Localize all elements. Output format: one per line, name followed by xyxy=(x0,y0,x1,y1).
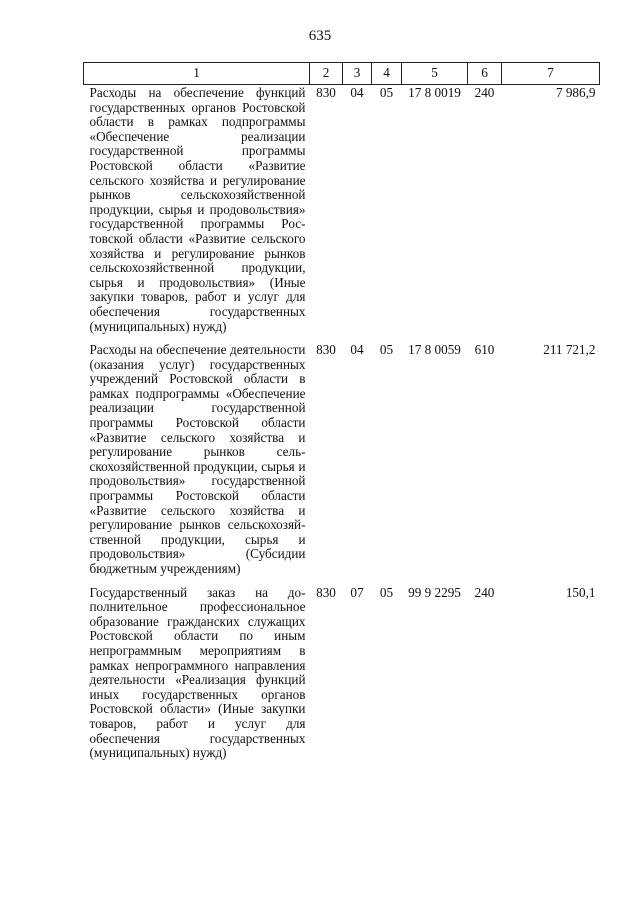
table-body xyxy=(84,85,600,761)
header-row xyxy=(84,63,600,85)
table-header xyxy=(84,63,600,85)
row-section-code: 07 xyxy=(350,584,364,600)
header-col-4: 4 xyxy=(372,63,402,85)
row-subsection-code: 05 xyxy=(379,584,394,600)
row-amount: 7 986,9 xyxy=(555,85,596,100)
row-amount: 211 721,2 xyxy=(543,342,596,358)
row-subsection-code: 05 xyxy=(379,85,394,100)
row-ministry-code: 830 xyxy=(316,85,336,100)
row-section-code: 04 xyxy=(350,342,364,358)
header-col-5: 5 xyxy=(402,63,468,85)
page-number: 635 xyxy=(308,28,332,44)
row-ministry-code: 830 xyxy=(316,584,336,600)
header-col-6: 6 xyxy=(468,63,502,85)
row-expense-type: 240 xyxy=(474,584,495,600)
row-ministry-code: 830 xyxy=(316,342,336,358)
row-subsection-code: 05 xyxy=(379,342,394,358)
row-target-article: 17 8 0059 xyxy=(408,342,461,358)
row-section-code: 04 xyxy=(350,85,364,100)
row-target-article: 17 8 0019 xyxy=(408,85,461,100)
row-expense-type: 240 xyxy=(474,85,495,100)
row-description: Расходы на обеспечение деятельности (оказания услуг) государственных учреждений Ростовской области в рамках подпрограммы «Обеспечение реализации государственной программы Ростовской области «Развитие сельского хозяйства и регулирование рынков сельскохозяйственной продукции, сырья и продовольствия» государственной программы Ростовской области «Развитие сельского хозяйства и регулирование рынков сельскохозяйственной продукции, сырья и продовольствия» (Субсидии бюджетным учреждениям) xyxy=(89,342,306,576)
table-row xyxy=(84,342,600,585)
budget-table xyxy=(83,62,600,761)
header-col-3: 3 xyxy=(343,63,372,85)
row-amount: 150,1 xyxy=(565,584,596,600)
row-description: Расходы на обеспечение функций государственных органов Ростовской области в рамках подпрограммы «Обеспечение реализации государственной программы Ростовской области «Развитие сельского хозяйства и регулирование рынков сельскохозяйственной продукции, сырья и продовольствия» государственной программы Ростовской области «Развитие сельского хозяйства и регулирование рынков сельскохозяйственной продукции, сырья и продовольствия» (Иные закупки товаров, работ и услуг для обеспечения государственных (муниципальных) нужд) xyxy=(89,85,306,334)
header-col-7: 7 xyxy=(502,63,600,85)
header-col-2: 2 xyxy=(310,63,343,85)
row-description: Государственный заказ на дополнительное профессиональное образование гражданских служащих Ростовской области по иным непрограммным мероприятиям в рамках непрограммного направления деятельности «Реализация функций иных государственных органов Ростовской области» (Иные закупки товаров, работ и услуг для обеспечения государственных (муниципальных) нужд) xyxy=(89,584,306,761)
row-expense-type: 610 xyxy=(474,342,495,358)
header-col-1: 1 xyxy=(84,63,310,85)
table-row xyxy=(84,585,600,761)
table-row xyxy=(84,85,600,343)
row-target-article: 99 9 2295 xyxy=(408,584,461,600)
